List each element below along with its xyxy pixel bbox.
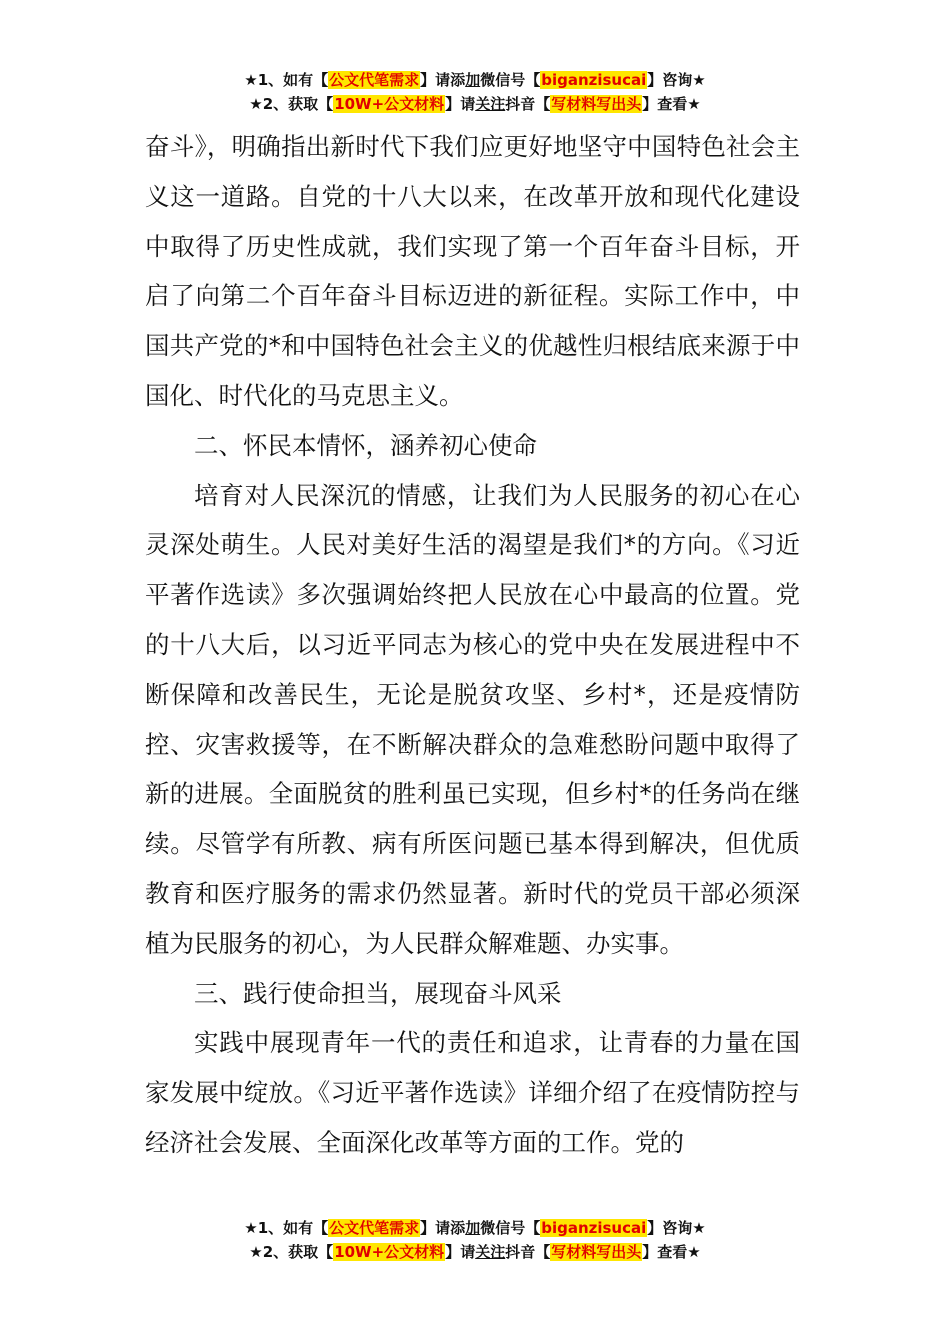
promo-line-1: ★1、如有【公文代笔需求】请添加微信号【biganzisucai】咨询★ (244, 1219, 706, 1237)
promo-banner-bottom (0, 1216, 950, 1264)
promo-line-2: ★2、获取【10W+公文材料】请关注抖音【写材料写出头】查看★ (249, 1243, 701, 1261)
paragraph-3: 实践中展现青年一代的责任和追求，让青春的力量在国家发展中绽放。《习近平著作选读》详细介绍了在疫情防控与经济社会发展、全面深化改革等方面的工作。党的 (145, 1028, 800, 1157)
paragraph-2: 培育对人民深沉的情感，让我们为人民服务的初心在心灵深处萌生。人民对美好生活的渴望是我们*的方向。《习近平著作选读》多次强调始终把人民放在心中最高的位置。党的十八大后，以习近平同志为核心的党中央在发展进程中不断保障和改善民生，无论是脱贫攻坚、乡村*，还是疫情防控、灾害救援等，在不断解决群众的急难愁盼问题中取得了新的进展。全面脱贫的胜利虽已实现，但乡村*的任务尚在继续。尽管学有所教、病有所医问题已基本得到解决，但优质教育和医疗服务的需求仍然显著。新时代的党员干部必须深植为民服务的初心，为人民群众解难题、办实事。 (145, 480, 800, 958)
highlight-service: 公文代笔需求 (329, 1219, 420, 1237)
highlight-douyin-account: 写材料写出头 (551, 1243, 642, 1261)
highlight-materials: 10W+公文材料 (334, 95, 445, 113)
highlight-douyin-account: 写材料写出头 (551, 95, 642, 113)
section-heading-2: 二、怀民本情怀，涵养初心使命 (194, 430, 537, 460)
highlight-service: 公文代笔需求 (329, 71, 420, 89)
paragraph-1: 奋斗》，明确指出新时代下我们应更好地坚守中国特色社会主义这一道路。自党的十八大以来，在改革开放和现代化建设中取得了历史性成就，我们实现了第一个百年奋斗目标，开启了向第二个百年奋斗目标迈进的新征程。实际工作中，中国共产党的*和中国特色社会主义的优越性归根结底来源于中国化、时代化的马克思主义。 (145, 132, 800, 410)
document-body (145, 122, 800, 1168)
highlight-wechat-id: biganzisucai (541, 71, 647, 89)
highlight-materials: 10W+公文材料 (334, 1243, 445, 1261)
highlight-wechat-id: biganzisucai (541, 1219, 647, 1237)
promo-line-1: ★1、如有【公文代笔需求】请添加微信号【biganzisucai】咨询★ (244, 71, 706, 89)
promo-line-2: ★2、获取【10W+公文材料】请关注抖音【写材料写出头】查看★ (249, 95, 701, 113)
promo-banner-top (0, 68, 950, 116)
section-heading-3: 三、践行使命担当，展现奋斗风采 (194, 978, 562, 1008)
